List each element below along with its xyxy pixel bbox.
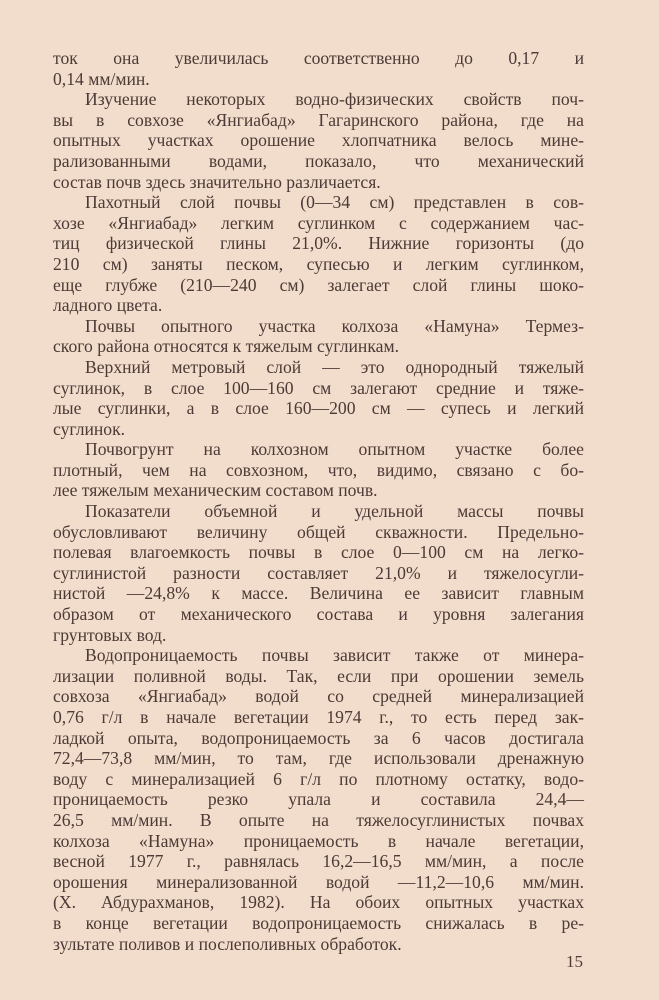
text-line: ладкой опыта, водопроницаемость за 6 часов достигала bbox=[53, 727, 584, 748]
text-line: вы в совхозе «Янгиабад» Гагаринского района, где на bbox=[53, 109, 584, 130]
text-line: воду с минерализацией 6 г/л по плотному остатку, водо- bbox=[53, 768, 584, 789]
paragraph bbox=[53, 192, 584, 316]
text-line: полевая влагоемкость почвы в слое 0—100 см на легко- bbox=[53, 542, 584, 563]
text-line: 0,76 г/л в начале вегетации 1974 г., то есть перед зак- bbox=[53, 707, 584, 727]
paragraph bbox=[53, 89, 584, 192]
text-line: лые суглинки, а в слое 160—200 см — супесь и легкий bbox=[53, 398, 584, 419]
text-line: суглинистой разности составляет 21,0% и тяжелосугли- bbox=[53, 562, 584, 583]
text-line: ского района относятся к тяжелым суглинкам. bbox=[53, 336, 399, 357]
text-line: ладного цвета. bbox=[53, 295, 163, 316]
paragraph bbox=[53, 48, 584, 89]
paragraph bbox=[53, 501, 584, 645]
text-line: ток она увеличилась соответственно до 0,17 и bbox=[53, 48, 584, 68]
text-line: (Х. Абдурахманов, 1982). На обоих опытных участках bbox=[53, 892, 584, 913]
text-line: орошения минерализованной водой —11,2—10,6 мм/мин. bbox=[53, 871, 584, 892]
text-line: лее тяжелым механическим составом почв. bbox=[53, 480, 378, 501]
text-line: в конце вегетации водопроницаемость снижалась в ре- bbox=[53, 912, 584, 933]
text-line: Почвогрунт на колхозном опытном участке более bbox=[85, 439, 584, 460]
text-line: зультате поливов и послеполивных обработок. bbox=[53, 933, 402, 954]
text-line: Показатели объемной и удельной массы почвы bbox=[85, 501, 584, 522]
text-line: Водопроницаемость почвы зависит также от минера- bbox=[85, 645, 584, 666]
text-line: суглинок, в слое 100—160 см залегают средние и тяже- bbox=[53, 377, 584, 398]
text-line: обусловливают величину общей скважности. Предельно- bbox=[53, 521, 584, 542]
paragraph bbox=[53, 357, 584, 439]
text-line: 26,5 мм/мин. В опыте на тяжелосуглинистых почвах bbox=[53, 809, 584, 830]
page-body-text bbox=[53, 48, 584, 954]
text-line: образом от механического состава и уровня залегания bbox=[53, 604, 584, 625]
text-line: Почвы опытного участка колхоза «Намуна» Термез- bbox=[85, 315, 584, 336]
text-line: 210 см) заняты песком, супесью и легким суглинком, bbox=[53, 253, 584, 274]
text-line: Верхний метровый слой — это однородный тяжелый bbox=[85, 356, 584, 377]
text-line: рализованными водами, показало, что механический bbox=[53, 150, 584, 171]
text-line: лизации поливной воды. Так, если при орошении земель bbox=[53, 665, 584, 686]
text-line: 72,4—73,8 мм/мин, то там, где использовали дренажную bbox=[53, 748, 584, 769]
text-line: плотный, чем на совхозном, что, видимо, связано с бо- bbox=[53, 459, 584, 480]
text-line: тиц физической глины 21,0%. Нижние горизонты (до bbox=[53, 233, 584, 254]
text-line: Изучение некоторых водно-физических свойств поч- bbox=[85, 89, 584, 110]
text-line: проницаемость резко упала и составила 24,4— bbox=[53, 789, 584, 810]
text-line: хозе «Янгиабад» легким суглинком с содержанием час- bbox=[53, 212, 584, 233]
paragraph bbox=[53, 645, 584, 954]
text-line: нистой —24,8% к массе. Величина ее зависит главным bbox=[53, 583, 584, 604]
paragraph bbox=[53, 316, 584, 357]
text-line: состав почв здесь значительно различается. bbox=[53, 171, 381, 192]
text-line: грунтовых вод. bbox=[53, 624, 167, 645]
paragraph bbox=[53, 439, 584, 501]
text-line: опытных участках орошение хлопчатника велось мине- bbox=[53, 130, 584, 151]
text-line: 0,14 мм/мин. bbox=[53, 68, 150, 89]
page-number: 15 bbox=[566, 952, 583, 971]
text-line: Пахотный слой почвы (0—34 см) представлен в сов- bbox=[85, 192, 584, 213]
text-line: весной 1977 г., равнялась 16,2—16,5 мм/мин, а после bbox=[53, 851, 584, 872]
text-line: еще глубже (210—240 см) залегает слой глины шоко- bbox=[53, 274, 584, 295]
text-line: суглинок. bbox=[53, 418, 126, 439]
text-line: колхоза «Намуна» проницаемость в начале вегетации, bbox=[53, 830, 584, 851]
text-line: совхоза «Янгиабад» водой со средней минерализацией bbox=[53, 686, 584, 707]
